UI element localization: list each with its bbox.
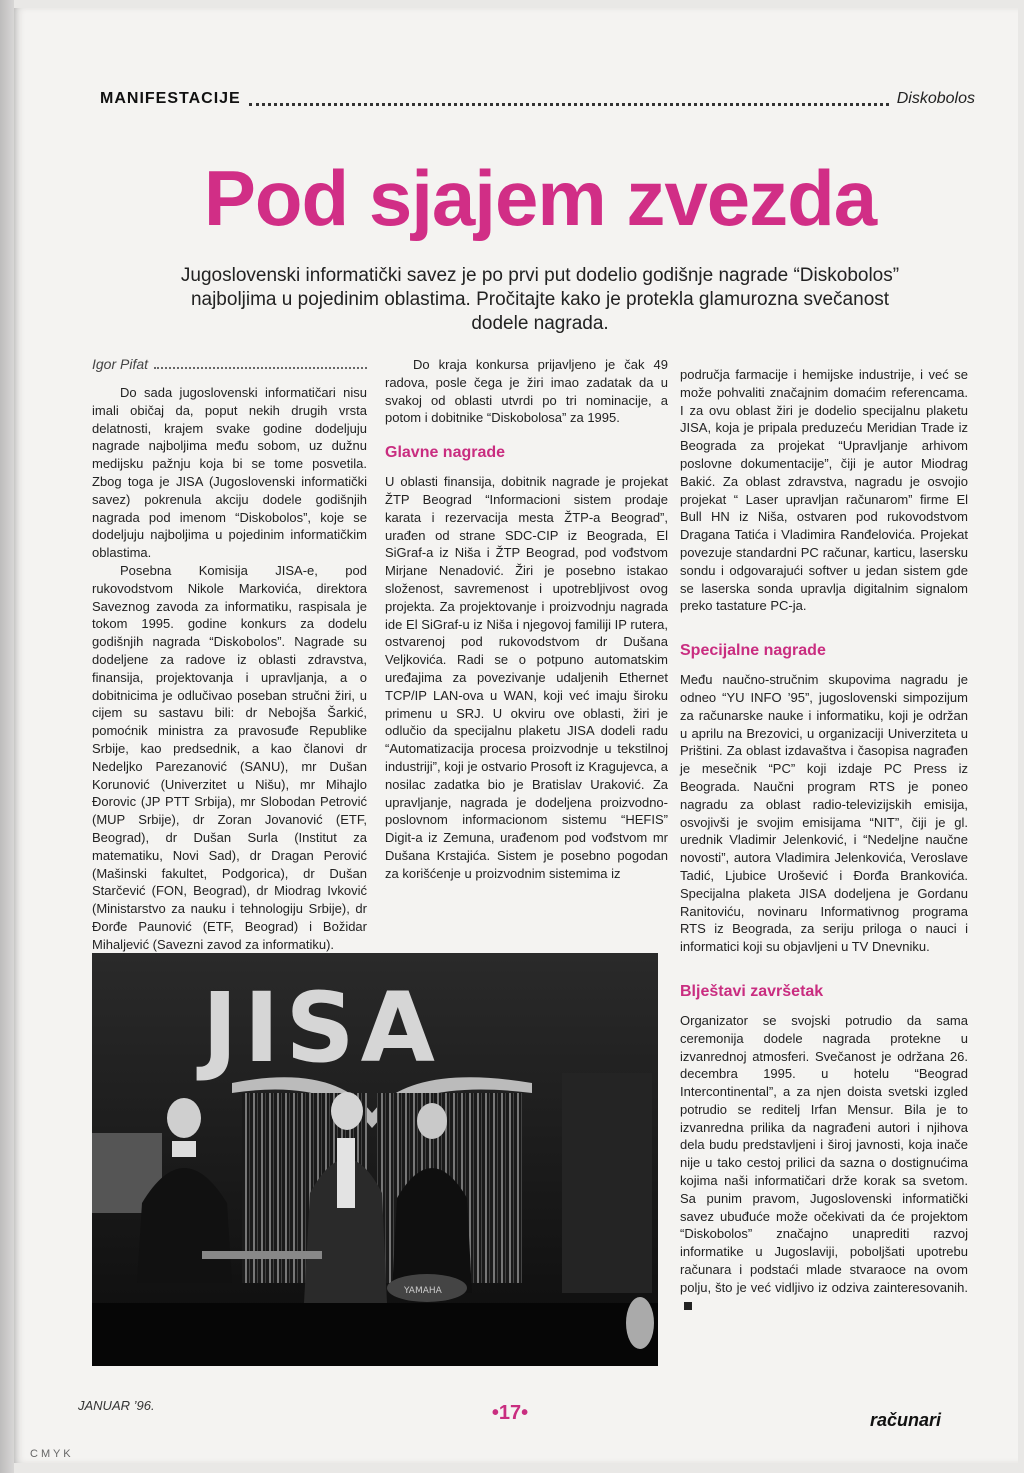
body-paragraph: Među naučno-stručnim skupovima nagradu je odneo “YU INFO ’95”, jugoslovenski simpozijum za računarske nauke i informatiku, koji je održan u aprilu na Brezovici, u organizaciji Univerziteta u Prištini. Za oblast izdavaštva i časopisa nagrađen je mesečnik “PC” koji izdaje PC Press iz Beograda. Naučni program RTS je poneo nagradu za oblast radio-televizijskih emisija, osvojivši je svojim emisijama “NIT”, čiji je gl. urednik Vladimir Jelenković, i “Nedeljne naučne novosti”, autora Vladimira Jelenkovića, Veroslave Tadić, Ljubice Urošević i Đorđa Brankovića. Specijalna plaketa JISA dodeljena je Gordanu Ranitoviću, novinaru Informativnog programa RTS iz Beograda, za seriju priloga o nauci i informatici koji su objavljeni u TV Dnevniku. bbox=[680, 672, 968, 955]
magazine-name: računari bbox=[870, 1410, 942, 1430]
ceremony-photo bbox=[92, 953, 658, 1366]
print-registration-marks: C M Y K bbox=[30, 1448, 71, 1460]
body-paragraph: Organizator se svojski potrudio da sama ceremonija dodele nagrada protekne u izvanrednoj atmosferi. Svečanost je održana 26. decembra 1995. u hotelu “Beograd Intercontinental”, a za njen doista svetski izgled potrudio se reditelj Irfan Mensur. Bila je to izvanredna prilika da nagrađeni autori i njihova dela budu predstavljeni i široj javnosti, koja inače nije u tako cestoj prilici da sazna o dostignućima kojima naši informatičari drže korak sa svetom. Sa punim pravom, Jugoslovenski informatički savez ubuđuće može očekivati da će projektom “Diskobolos” značajno unaprediti razvoj informatike u Jugoslaviji, poboljšati upotrebu računara i podstaći mlade stvaraoce na ovom polju, što je već vidljivo iz odziva zainteresovanih. bbox=[680, 1012, 968, 1295]
column-1 bbox=[92, 384, 367, 954]
author-name: Igor Pifat bbox=[92, 356, 149, 372]
subheading-glavne-nagrade: Glavne nagrade bbox=[385, 444, 506, 462]
body-paragraph: Do sada jugoslovenski informatičari nisu imali običaj da, poput nekih drugih vrsta delatnosti, krajem svake godine dodeljuju nagrade najboljima među sobom, uz dužnu medijsku pažnju koja bi se tome posvetila. Zbog toga je JISA (Jugoslovenski informatički savez) pokrenula akciju dodele godišnjih nagrada pod imenom “Diskobolos”, koje se dodeljuju najboljima u pojedinim informatičkim oblastima. bbox=[92, 385, 367, 561]
page-spine bbox=[0, 0, 14, 1473]
column-3 bbox=[680, 366, 968, 1314]
subheading-blestavi-zavrsetak: Blještavi završetak bbox=[680, 982, 824, 1000]
stage-side-curtain bbox=[562, 1073, 652, 1293]
end-mark-icon bbox=[684, 1302, 692, 1310]
column-2 bbox=[385, 356, 668, 883]
article-title: Pod sjajem zvezda bbox=[203, 154, 877, 242]
body-paragraph: U oblasti finansija, dobitnik nagrade je projekat ŽTP Beograd “Informacioni sistem prodaje karata i rezervacija mesta ŽTP-a Beograd”, urađen od strane SDC-CIP iz Beograda, El SiGraf-a iz Niša i ŽTP Beograd, pod vođstvom Mirjane Nenadović. Žiri je posebno istakao složenost, savremenost i upotrebljivost ovog projekta. Za projektovanje i proizvodnju nagrada ide El SiGraf-u iz Niša i njegovoj familiji IP rutera, ostvarenoj pod rukovodstvom dr Dušana Veljkovića. Radi se o potpuno automatskim uređajima za povezivanje udaljenih Ethernet TCP/IP LAN-ova u WAN, koji već imaju široku primenu u SRJ. U okviru ove oblasti, žiri je odlučio da specijalnu plaketu JISA dodeli radu “Automatizacija procesa proizvodnje u tekstilnoj industriji”, koji je ostvario Prosoft iz Kragujevca, a nosilac zadatka bio je Bratislav Uraković. Za upravljanje, nagrada je dodeljena proizvodno-poslovnom informacionom sistemu “HEFIS” Digit-a iz Zemuna, urađenom pod vođstvom mr Dušana Krstajića. Sistem je posebno pogodan za korišćenje u proizvodnim sistemima iz bbox=[385, 474, 668, 881]
stage-floor bbox=[92, 1303, 658, 1366]
podium-table bbox=[202, 1251, 322, 1259]
page-number: •17• bbox=[491, 1402, 529, 1424]
jisa-sign: JISA bbox=[202, 972, 441, 1084]
article-lead: Jugoslovenski informatički savez je po prvi put dodelio godišnje nagrade “Diskobolos” najboljima u pojedinim oblastima. Pročitajte kako je protekla glamurozna svečanost dodele nagrada. bbox=[180, 265, 900, 334]
dotted-leader bbox=[249, 93, 889, 106]
section-header bbox=[100, 84, 975, 114]
audience-head bbox=[626, 1297, 654, 1349]
byline bbox=[92, 356, 367, 372]
body-paragraph: područja farmacije i hemijske industrije, i već se može pohvaliti značajnim domaćim referencama. I za ovu oblast žiri je dodelio specijalnu plaketu JISA, koja je pripala preduzeću Meridian Trade iz Beograda za projekat “Upravljanje arhivom poslovne dokumentacije”, čiji je autor Miodrag Bakić. Za oblast zdravstva, nagradu je osvojio projekat “ Laser upravljan računarom” firme El Bull HN iz Niša, ostvaren pod rukovodstvom Dragana Tatića i Vladimira Ranđelovića. Projekat povezuje standardni PC računar, karticu, lasersku sondu i odgovarajući softver u jedan sistem gde se laserska sonda upravlja digitalnim signalom preko tastature PC-ja. bbox=[680, 367, 968, 614]
section-label: MANIFESTACIJE bbox=[100, 90, 241, 107]
body-paragraph: Do kraja konkursa prijavljeno je čak 49 radova, posle čega je žiri imao zadatak da u svakoj od oblasti utvrdi po tri nominacije, a potom i dobitnike “Diskobolosa” za 1995. bbox=[385, 357, 668, 426]
issue-date: JANUAR ’96. bbox=[78, 1398, 155, 1413]
body-paragraph: Posebna Komisija JISA-e, pod rukovodstvom Nikole Markovića, direktora Saveznog zavoda za informatiku, raspisala je tokom 1995. godine konkurs za dodelu godišnjih nagrada “Diskobolos”. Nagrade su dodeljene za radove iz oblasti zdravstva, finansija, projektovanja i upravljanja, a o dobitnicima je odlučivao poseban stručni žiri, u cijem su sastavu bili: dr Nebojša Šarkić, pomoćnik ministra za pravosuđe Republike Srbije, kao predsednik, a kao članovi dr Nedeljko Parezanović (SANU), mr Dušan Korunović (Univerzitet u Nišu), mr Mihajlo Đorovic (JP PTT Srbija), mr Slobodan Petrović (MUP Srbije), dr Zoran Jovanović (ETF, Beograd), dr Dušan Surla (Institut za matematiku, Novi Sad), dr Dragan Perović (Mašinski fakultet, Podgorica), dr Dušan Starčević (FON, Beograd), dr Miodrag Ivković (Ministarstvo za nauku i tehnologiju Srbije), dr Đorđe Paunović (ETF, Beograd) i Božidar Mihaljević (Savezni zavod za informatiku). bbox=[92, 562, 367, 952]
byline-dots bbox=[154, 359, 367, 369]
subheading-specijalne-nagrade: Specijalne nagrade bbox=[680, 642, 826, 660]
section-topic: Diskobolos bbox=[896, 90, 975, 107]
ceremony-photo-image bbox=[92, 953, 658, 1366]
drum-brand: YAMAHA bbox=[404, 1286, 442, 1296]
